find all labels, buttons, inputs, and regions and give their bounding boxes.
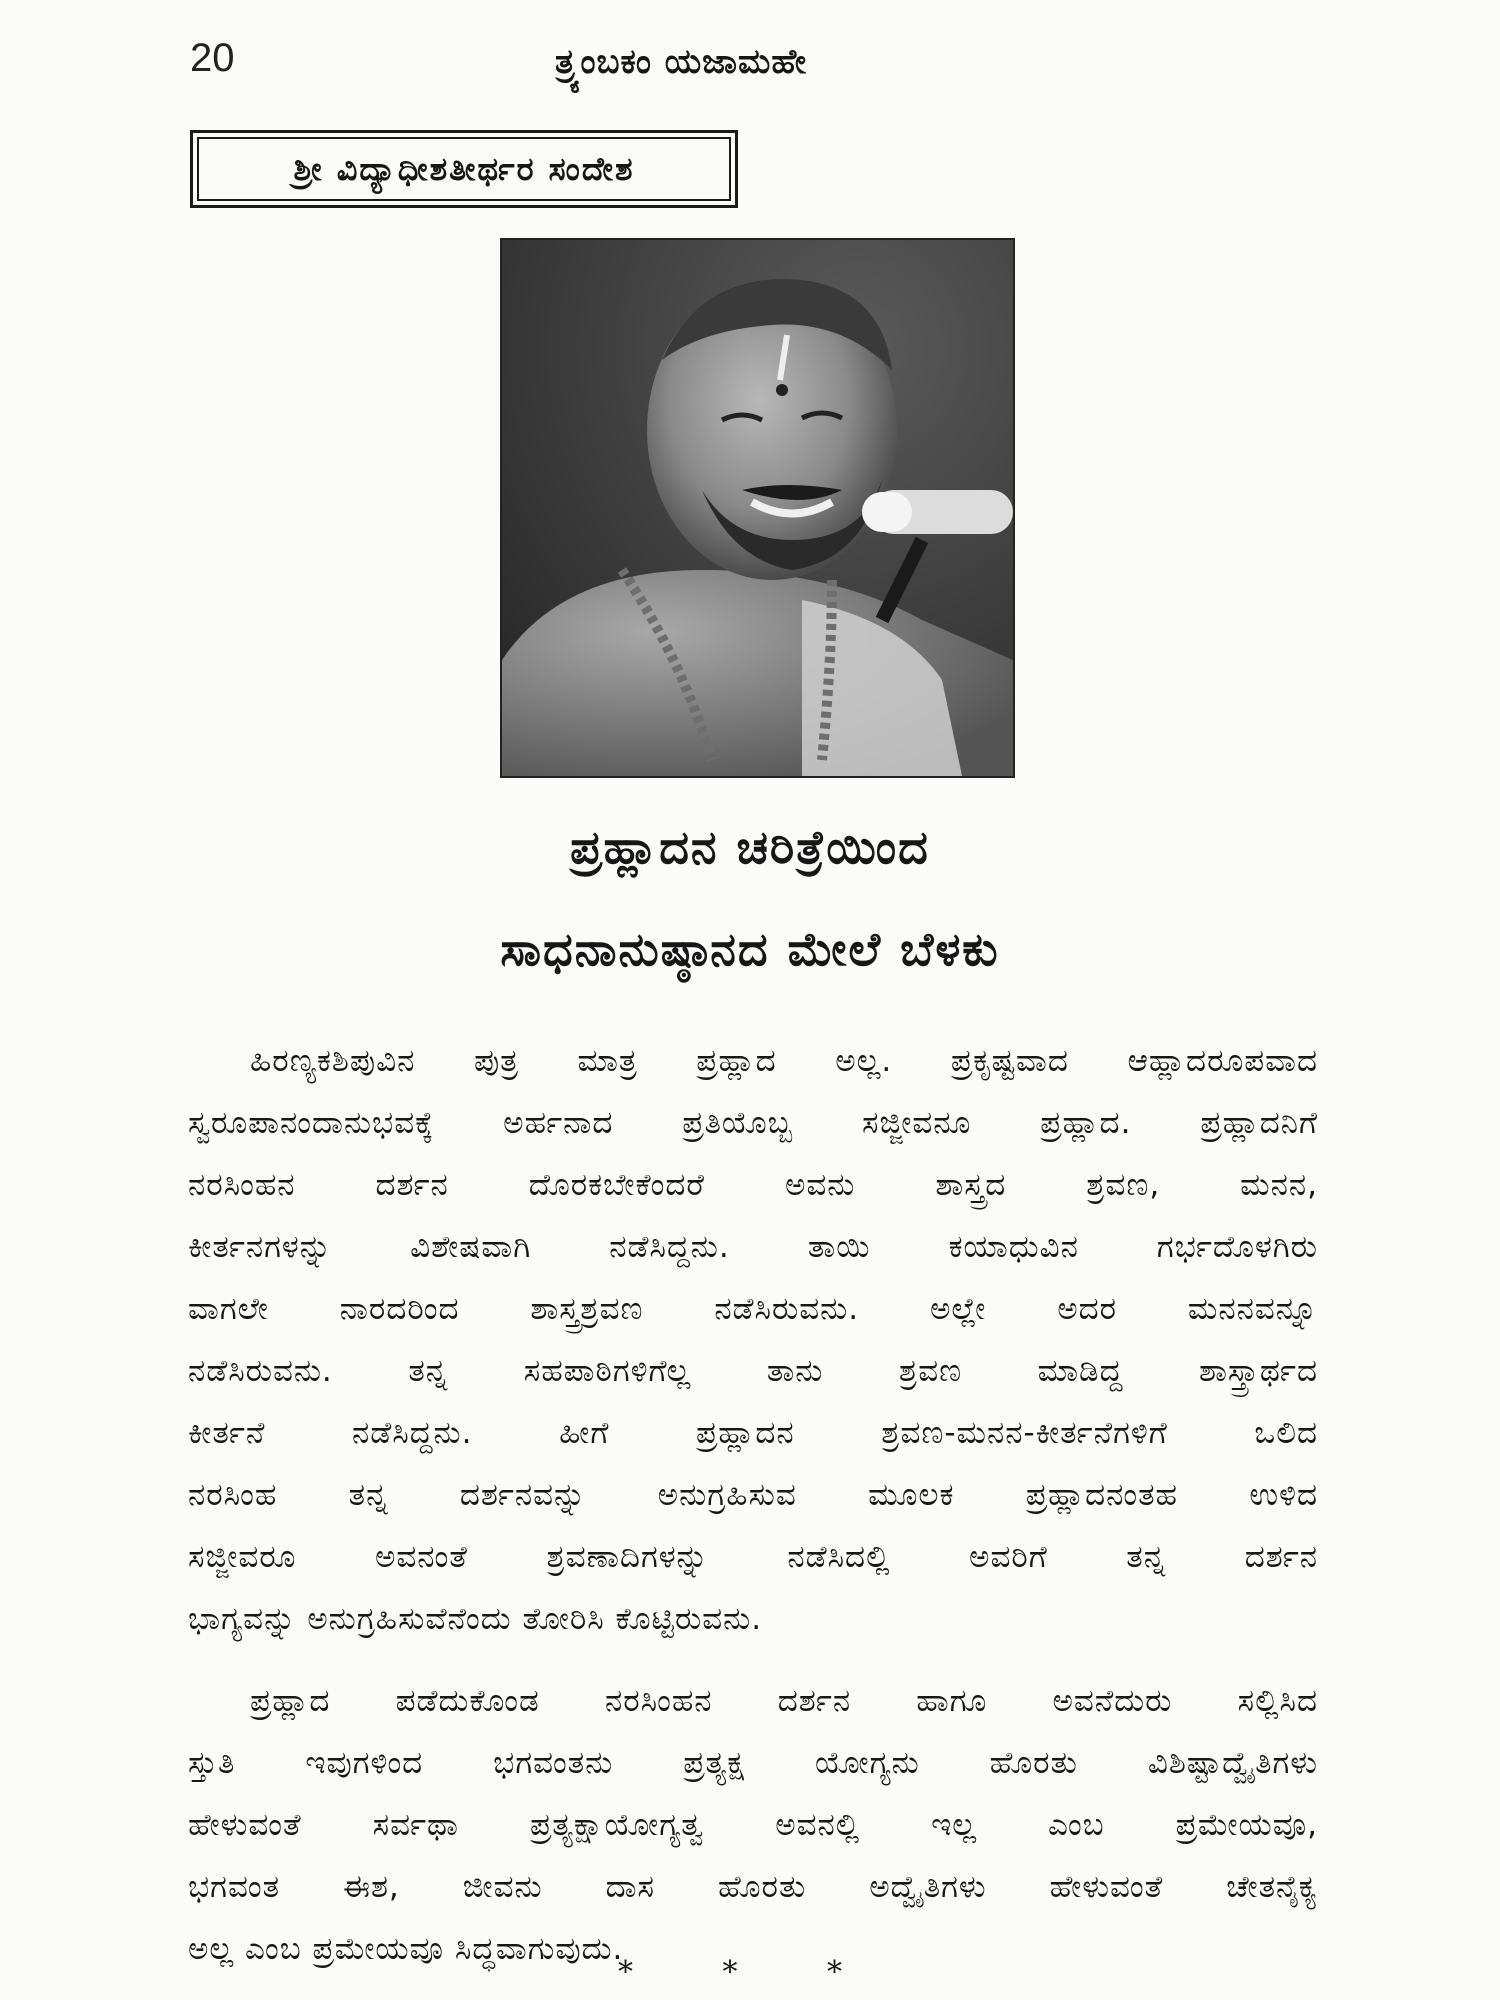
section-label-box (190, 130, 738, 208)
text-line: ಹೇಳುವಂತೆ ಸರ್ವಥಾ ಪ್ರತ್ಯಕ್ಷಾಯೋಗ್ಯತ್ವ ಅವನಲ್ಲಿ ಇಲ್ಲ ಎಂಬ ಪ್ರಮೇಯವೂ, (188, 1807, 1318, 1843)
text-line: ನರಸಿಂಹ ತನ್ನ ದರ್ಶನವನ್ನು ಅನುಗ್ರಹಿಸುವ ಮೂಲಕ ಪ್ರಹ್ಲಾದನಂತಹ ಉಳಿದ (188, 1477, 1318, 1513)
section-label: ಶ್ರೀ ವಿದ್ಯಾಧೀಶತೀರ್ಥರ ಸಂದೇಶ (197, 137, 731, 201)
paragraph-1 (188, 1030, 1318, 1650)
portrait-photo-icon (502, 240, 1013, 776)
section-separator: * * * (617, 1955, 883, 1990)
text-line: ಸ್ವರೂಪಾನಂದಾನುಭವಕ್ಕೆ ಅರ್ಹನಾದ ಪ್ರತಿಯೊಬ್ಬ ಸಜ್ಜೀವನೂ ಪ್ರಹ್ಲಾದ. ಪ್ರಹ್ಲಾದನಿಗೆ (188, 1105, 1318, 1141)
running-head: ತ್ರ್ಯಂಬಕಂ ಯಜಾಮಹೇ (555, 42, 808, 82)
text-line: ಭಾಗ್ಯವನ್ನು ಅನುಗ್ರಹಿಸುವೆನೆಂದು ತೋರಿಸಿ ಕೊಟ್ಟಿರುವನು. (188, 1601, 763, 1637)
article-title-line-1: ಪ್ರಹ್ಲಾದನ ಚರಿತ್ರೆಯಿಂದ (570, 820, 930, 874)
text-line: ಕೀರ್ತನೆ ನಡೆಸಿದ್ದನು. ಹೀಗೆ ಪ್ರಹ್ಲಾದನ ಶ್ರವಣ-ಮನನ-ಕೀರ್ತನೆಗಳಿಗೆ ಒಲಿದ (188, 1415, 1318, 1451)
portrait-photo (500, 238, 1015, 778)
text-line: ಸ್ತುತಿ ಇವುಗಳಿಂದ ಭಗವಂತನು ಪ್ರತ್ಯಕ್ಷ ಯೋಗ್ಯನು ಹೊರತು ವಿಶಿಷ್ಟಾದ್ವೈತಿಗಳು (188, 1745, 1318, 1781)
text-line: ವಾಗಲೇ ನಾರದರಿಂದ ಶಾಸ್ತ್ರಶ್ರವಣ ನಡೆಸಿರುವನು. ಅಲ್ಲೇ ಅದರ ಮನನವನ್ನೂ (188, 1291, 1318, 1327)
text-line: ಕೀರ್ತನಗಳನ್ನು ವಿಶೇಷವಾಗಿ ನಡೆಸಿದ್ದನು. ತಾಯಿ ಕಯಾಧುವಿನ ಗರ್ಭದೊಳಗಿರು (188, 1229, 1318, 1265)
text-line: ಭಗವಂತ ಈಶ, ಜೀವನು ದಾಸ ಹೊರತು ಅದ್ವೈತಿಗಳು ಹೇಳುವಂತೆ ಚೇತನೈಕ್ಯ (188, 1869, 1318, 1905)
text-line: ಪ್ರಹ್ಲಾದ ಪಡೆದುಕೊಂಡ ನರಸಿಂಹನ ದರ್ಶನ ಹಾಗೂ ಅವನೆದುರು ಸಲ್ಲಿಸಿದ (250, 1683, 1318, 1719)
text-line: ನಡೆಸಿರುವನು. ತನ್ನ ಸಹಪಾಠಿಗಳಿಗೆಲ್ಲ ತಾನು ಶ್ರವಣ ಮಾಡಿದ್ದ ಶಾಸ್ತ್ರಾರ್ಥದ (188, 1353, 1318, 1389)
text-line: ಅಲ್ಲ ಎಂಬ ಪ್ರಮೇಯವೂ ಸಿದ್ಧವಾಗುವುದು. (188, 1931, 624, 1967)
paragraph-2 (188, 1670, 1318, 1980)
text-line: ನರಸಿಂಹನ ದರ್ಶನ ದೊರಕಬೇಕೆಂದರೆ ಅವನು ಶಾಸ್ತ್ರದ ಶ್ರವಣ, ಮನನ, (188, 1167, 1318, 1203)
article-title-line-2: ಸಾಧನಾನುಷ್ಠಾನದ ಮೇಲೆ ಬೆಳಕು (500, 922, 1000, 976)
text-line: ಹಿರಣ್ಯಕಶಿಪುವಿನ ಪುತ್ರ ಮಾತ್ರ ಪ್ರಹ್ಲಾದ ಅಲ್ಲ. ಪ್ರಕೃಷ್ಟವಾದ ಆಹ್ಲಾದರೂಪವಾದ (250, 1043, 1318, 1079)
page-number: 20 (190, 36, 235, 80)
text-line: ಸಜ್ಜೀವರೂ ಅವನಂತೆ ಶ್ರವಣಾದಿಗಳನ್ನು ನಡೆಸಿದಲ್ಲಿ ಅವರಿಗೆ ತನ್ನ ದರ್ಶನ (188, 1539, 1318, 1575)
